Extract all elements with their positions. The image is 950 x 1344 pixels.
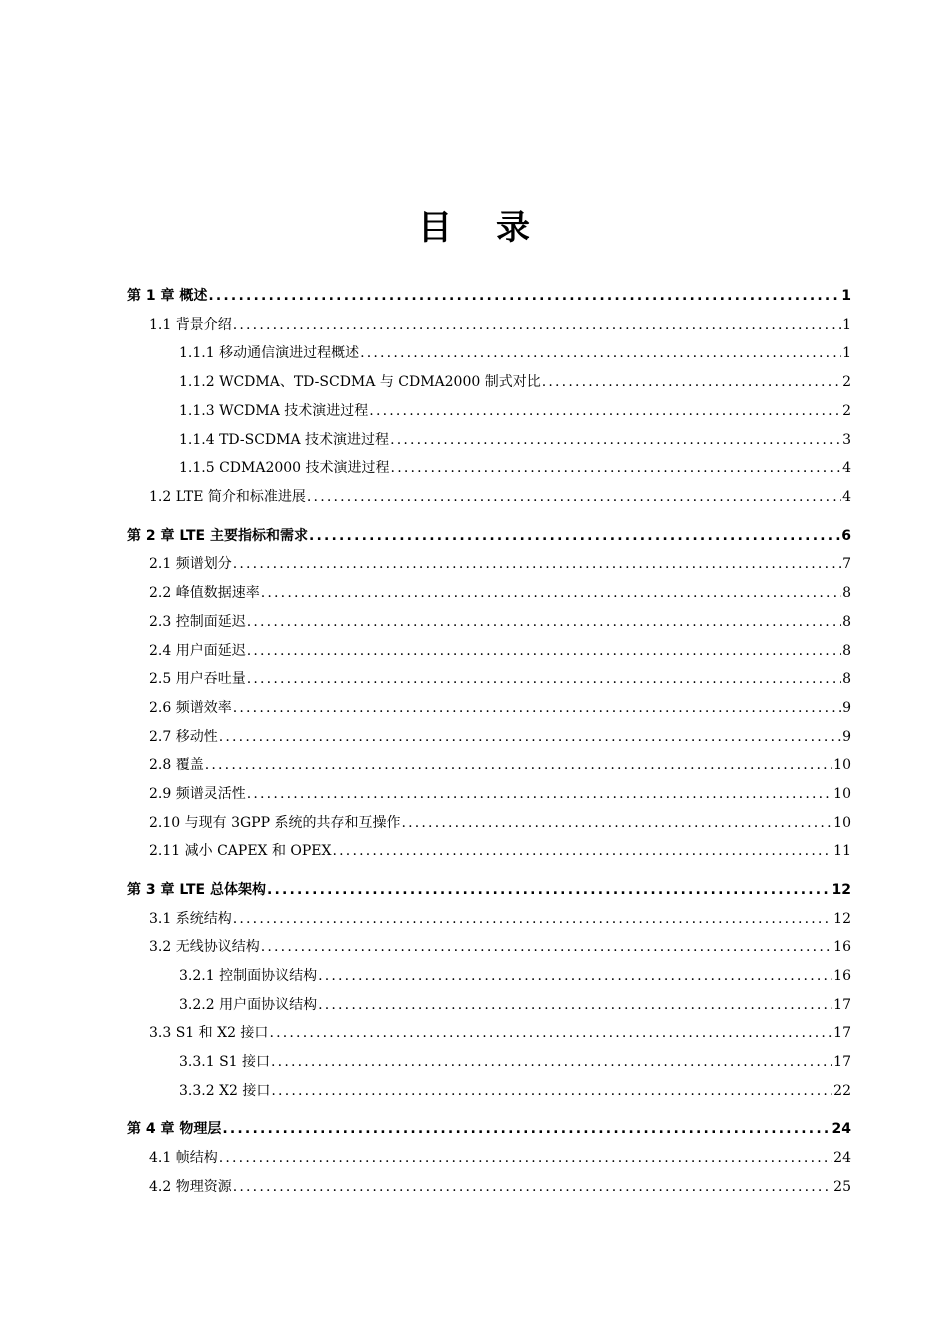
toc-section-entry[interactable] [127,1082,851,1100]
toc-entry-label: 2.2 峰值数据速率 [149,585,260,601]
toc-leader-dots [219,728,841,746]
toc-entry-page-number: 1 [842,345,851,361]
toc-leader-dots [333,842,833,860]
toc-leader-dots [233,910,832,928]
toc-leader-dots [233,555,841,573]
page-title [0,200,950,249]
toc-entry-page-number: 16 [833,939,851,955]
toc-entry-page-number: 11 [833,843,851,859]
toc-section-entry[interactable] [127,996,851,1014]
toc-entry-label: 2.9 频谱灵活性 [149,786,246,802]
toc-entry-label: 2.10 与现有 3GPP 系统的共存和互操作 [149,815,401,831]
toc-entry-page-number: 2 [842,374,851,390]
toc-entry-label: 2.6 频谱效率 [149,700,232,716]
toc-leader-dots [205,756,832,774]
toc-section-entry[interactable] [127,670,851,688]
toc-section-entry[interactable] [127,373,851,391]
toc-leader-dots [318,967,832,985]
toc-entry-label: 4.1 帧结构 [149,1150,218,1166]
toc-section-entry[interactable] [127,1053,851,1071]
toc-leader-dots [267,881,831,899]
toc-chapter-entry[interactable] [127,287,851,305]
toc-leader-dots [247,613,841,631]
toc-entry-label: 1.1.2 WCDMA、TD-SCDMA 与 CDMA2000 制式对比 [179,374,541,390]
toc-entry-label: 2.3 控制面延迟 [149,614,246,630]
toc-entry-page-number: 10 [833,786,851,802]
toc-leader-dots [271,1053,832,1071]
toc-entry-label: 2.1 频谱划分 [149,556,232,572]
toc-entry-label: 2.5 用户吞吐量 [149,671,246,687]
toc-leader-dots [247,670,841,688]
toc-leader-dots [369,402,841,420]
toc-entry-label: 1.1 背景介绍 [149,317,232,333]
toc-leader-dots [360,344,841,362]
toc-leader-dots [233,1178,832,1196]
toc-section-entry[interactable] [127,728,851,746]
toc-entry-label: 2.7 移动性 [149,729,218,745]
toc-entry-page-number: 12 [833,911,851,927]
toc-section-entry[interactable] [127,910,851,928]
toc-section-entry[interactable] [127,431,851,449]
toc-leader-dots [222,1120,830,1138]
toc-entry-page-number: 9 [842,729,851,745]
toc-entry-label: 3.3.1 S1 接口 [179,1054,271,1070]
toc-entry-label: 2.4 用户面延迟 [149,643,246,659]
toc-leader-dots [247,785,832,803]
title-char-2: 录 [496,208,532,248]
toc-section-entry[interactable] [127,756,851,774]
toc-leader-dots [271,1082,832,1100]
toc-section-entry[interactable] [127,814,851,832]
toc-section-entry[interactable] [127,967,851,985]
toc-section-entry[interactable] [127,1178,851,1196]
toc-entry-label: 第 3 章 LTE 总体架构 [127,882,266,898]
toc-entry-page-number: 6 [841,528,851,544]
toc-entry-page-number: 2 [842,403,851,419]
toc-entry-label: 3.1 系统结构 [149,911,232,927]
toc-entry-page-number: 8 [842,643,851,659]
toc-entry-label: 1.2 LTE 简介和标准进展 [149,489,306,505]
toc-entry-label: 3.2.1 控制面协议结构 [179,968,318,984]
toc-entry-page-number: 12 [831,882,851,898]
toc-leader-dots [318,996,832,1014]
title-char-1: 目 [418,208,454,248]
toc-entry-label: 3.2.2 用户面协议结构 [179,997,318,1013]
toc-chapter-entry[interactable] [127,881,851,899]
toc-leader-dots [233,316,841,334]
toc-leader-dots [269,1024,832,1042]
toc-entry-label: 第 2 章 LTE 主要指标和需求 [127,528,308,544]
toc-entry-page-number: 4 [842,489,851,505]
toc-leader-dots [390,431,841,449]
toc-entry-label: 3.3.2 X2 接口 [179,1083,271,1099]
toc-leader-dots [233,699,841,717]
toc-section-entry[interactable] [127,1024,851,1042]
toc-chapter-entry[interactable] [127,527,851,545]
toc-entry-label: 1.1.4 TD-SCDMA 技术演进过程 [179,432,390,448]
toc-section-entry[interactable] [127,642,851,660]
toc-entry-label: 2.8 覆盖 [149,757,204,773]
toc-entry-page-number: 10 [833,757,851,773]
toc-section-entry[interactable] [127,488,851,506]
toc-section-entry[interactable] [127,402,851,420]
toc-leader-dots [391,459,842,477]
toc-leader-dots [247,642,841,660]
toc-leader-dots [307,488,841,506]
toc-entry-page-number: 24 [831,1121,851,1137]
toc-entry-page-number: 8 [842,671,851,687]
toc-entry-label: 第 4 章 物理层 [127,1121,222,1137]
toc-entry-page-number: 4 [842,460,851,476]
toc-section-entry[interactable] [127,785,851,803]
toc-entry-page-number: 8 [842,585,851,601]
toc-entry-label: 4.2 物理资源 [149,1179,232,1195]
toc-section-entry[interactable] [127,938,851,956]
toc-entry-page-number: 17 [833,1025,851,1041]
toc-entry-page-number: 1 [842,317,851,333]
toc-leader-dots [261,938,832,956]
toc-entry-label: 3.3 S1 和 X2 接口 [149,1025,269,1041]
toc-section-entry[interactable] [127,613,851,631]
toc-section-entry[interactable] [127,459,851,477]
toc-entry-page-number: 7 [842,556,851,572]
toc-section-entry[interactable] [127,344,851,362]
toc-leader-dots [219,1149,832,1167]
toc-section-entry[interactable] [127,1149,851,1167]
toc-chapter-entry[interactable] [127,1120,851,1138]
toc-section-entry[interactable] [127,584,851,602]
toc-entry-label: 3.2 无线协议结构 [149,939,260,955]
toc-entry-label: 1.1.3 WCDMA 技术演进过程 [179,403,369,419]
toc-leader-dots [208,287,840,305]
toc-entry-label: 1.1.1 移动通信演进过程概述 [179,345,360,361]
toc-entry-page-number: 17 [833,997,851,1013]
toc-section-entry[interactable] [127,699,851,717]
toc-entry-label: 1.1.5 CDMA2000 技术演进过程 [179,460,390,476]
toc-section-entry[interactable] [127,555,851,573]
toc-leader-dots [261,584,841,602]
toc-entry-page-number: 22 [833,1083,851,1099]
toc-entry-page-number: 8 [842,614,851,630]
toc-entry-page-number: 9 [842,700,851,716]
toc-entry-label: 第 1 章 概述 [127,288,208,304]
toc-entry-label: 2.11 减小 CAPEX 和 OPEX [149,843,332,859]
toc-entry-page-number: 10 [833,815,851,831]
toc-section-entry[interactable] [127,316,851,334]
toc-entry-page-number: 3 [842,432,851,448]
toc-leader-dots [309,527,840,545]
toc-entry-page-number: 24 [833,1150,851,1166]
toc-section-entry[interactable] [127,842,851,860]
toc-entry-page-number: 25 [833,1179,851,1195]
toc-leader-dots [401,814,832,832]
toc-entry-page-number: 17 [833,1054,851,1070]
toc-leader-dots [542,373,841,391]
toc-entry-page-number: 1 [841,288,851,304]
toc-entry-page-number: 16 [833,968,851,984]
